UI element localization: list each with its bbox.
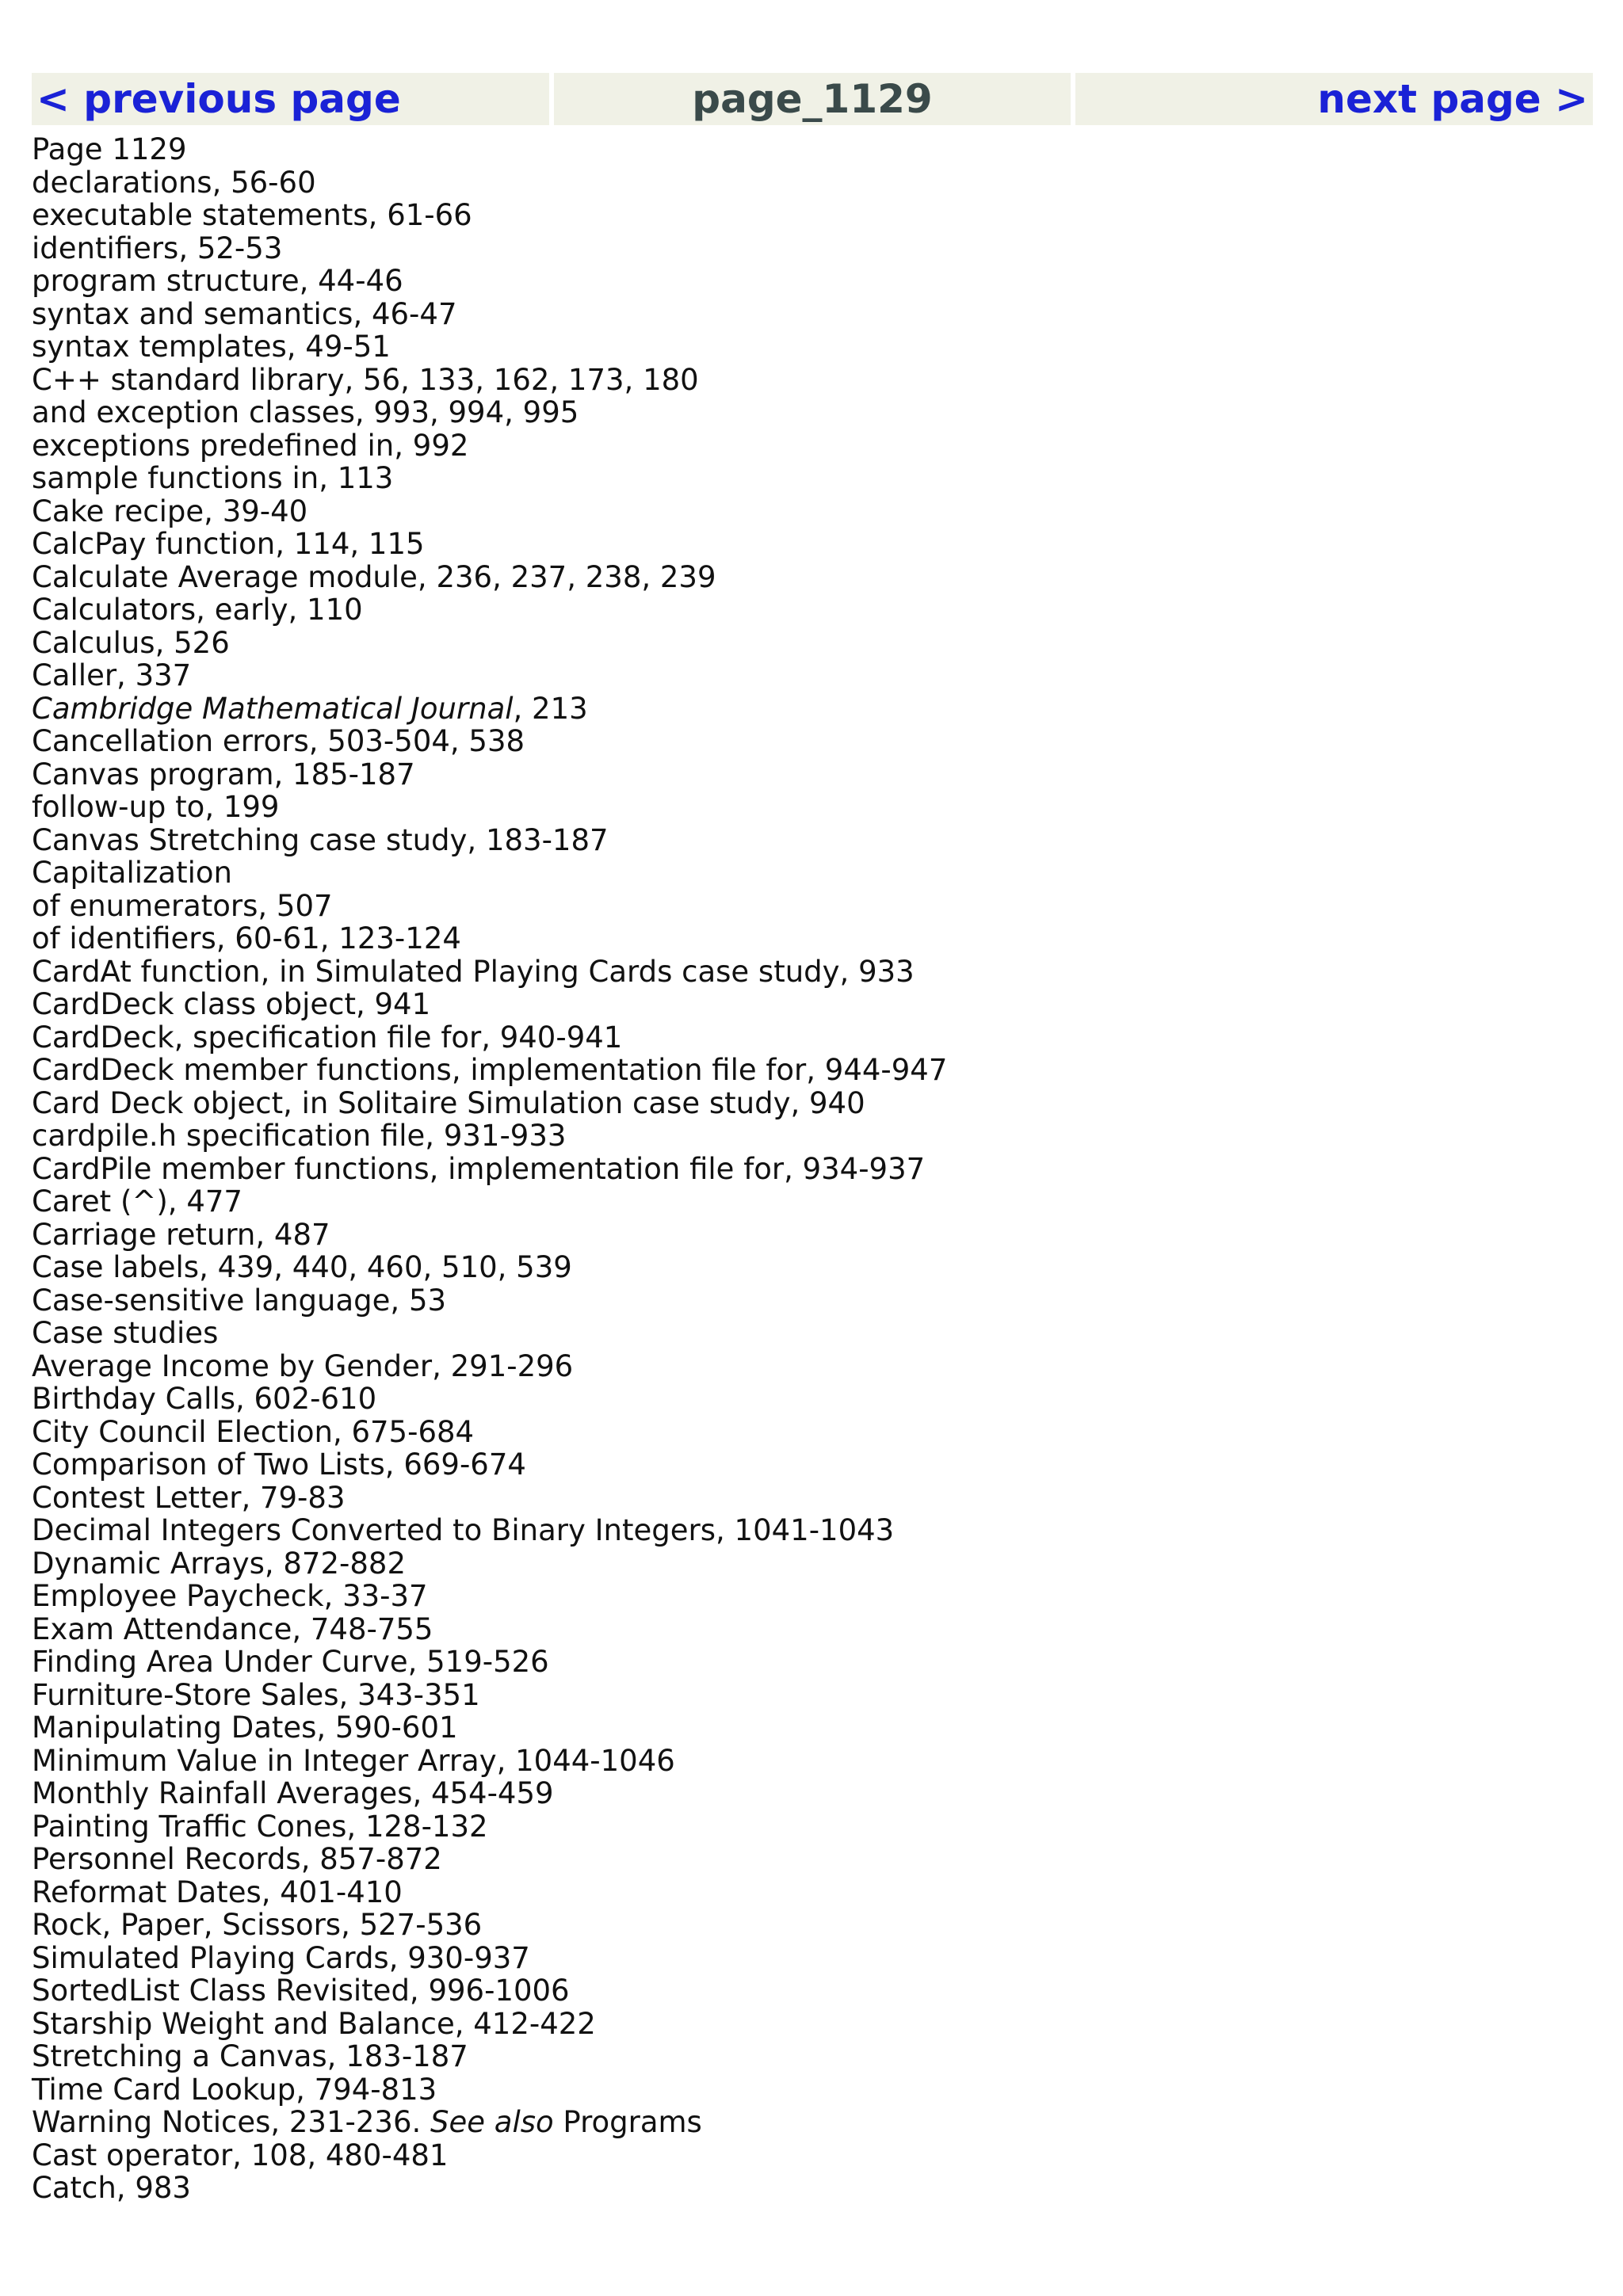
nav-next-cell [1075,73,1593,125]
index-entry [32,298,1593,331]
index-entry-text: Calculate Average module, 236, 237, 238, 239 [32,559,716,594]
index-entry-text: Simulated Playing Cards, 930-937 [32,1940,530,1975]
index-entry [32,528,1593,561]
index-entry [32,1942,1593,1975]
index-entry-text: SortedList Class Revisited, 996-1006 [32,1974,570,2008]
index-entry-text: Caller, 337 [32,658,192,692]
index-entry-text: City Council Election, 675-684 [32,1414,475,1449]
index-entry-text: Birthday Calls, 602-610 [32,1382,377,1416]
index-entry-text: Painting Traffic Cones, 128-132 [32,1809,488,1844]
index-entry-text: Catch, 983 [32,2171,191,2205]
index-entry [32,2172,1593,2205]
index-entry [32,1514,1593,1547]
index-entry-text: CardDeck class object, 941 [32,987,431,1021]
index-entry [32,1974,1593,2008]
index-entry-text: and exception classes, 993, 994, 995 [32,395,579,429]
index-entry [32,1284,1593,1318]
index-entries [32,133,1593,2205]
index-entry-text: , 213 [513,691,588,726]
index-entry-text: Average Income by Gender, 291-296 [32,1348,574,1383]
index-entry-text: Case-sensitive language, 53 [32,1283,447,1318]
index-entry-text: Finding Area Under Curve, 519-526 [32,1645,549,1679]
index-entry-text: of identifiers, 60-61, 123-124 [32,921,461,955]
index-entry-text: declarations, 56-60 [32,165,316,200]
index-entry [32,758,1593,791]
index-entry [32,2008,1593,2041]
page-heading [32,133,1593,166]
index-entry [32,1613,1593,1646]
index-entry [32,1219,1593,1252]
index-entry-text: Employee Paycheck, 33-37 [32,1579,428,1613]
index-entry-text: program structure, 44-46 [32,264,403,298]
index-entry [32,495,1593,528]
index-entry-text: CardDeck member functions, implementation file for, 944-947 [32,1053,948,1087]
index-entry-text: sample functions in, 113 [32,461,394,495]
index-entry-text: Time Card Lookup, 794-813 [32,2072,437,2107]
index-entry [32,561,1593,594]
index-entry [32,1482,1593,1515]
index-entry [32,429,1593,463]
index-entry [32,1054,1593,1087]
page-navigation [32,73,1593,125]
index-entry-text: Rock, Paper, Scissors, 527-536 [32,1908,483,1942]
index-entry [32,1251,1593,1284]
index-entry [32,2040,1593,2073]
index-entry-text: of enumerators, 507 [32,888,333,923]
index-entry-text: Stretching a Canvas, 183-187 [32,2039,468,2073]
index-entry [32,1745,1593,1778]
index-entry-text: Caret (^), 477 [32,1184,242,1219]
index-entry [32,1416,1593,1449]
index-entry-text: follow-up to, 199 [32,790,280,824]
index-entry-text: Exam Attendance, 748-755 [32,1611,433,1646]
index-entry [32,1876,1593,1909]
index-entry [32,1350,1593,1383]
index-entry [32,2073,1593,2107]
index-entry-text: CalcPay function, 114, 115 [32,527,425,561]
index-entry [32,1448,1593,1482]
index-entry [32,1547,1593,1581]
index-entry [32,2139,1593,2172]
index-entry [32,199,1593,232]
index-entry-text: Programs [553,2105,702,2139]
index-entry [32,166,1593,200]
nav-previous-cell [32,73,549,125]
index-entry-text: executable statements, 61-66 [32,198,472,232]
index-entry [32,890,1593,923]
index-entry [32,1711,1593,1745]
index-entry-text: CardPile member functions, implementation file for, 934-937 [32,1151,926,1186]
index-entry-text: Cake recipe, 39-40 [32,494,308,528]
index-entry [32,1185,1593,1219]
index-entry [32,1021,1593,1055]
index-entry [32,627,1593,660]
index-entry [32,922,1593,955]
index-entry-text: cardpile.h specification file, 931-933 [32,1119,567,1153]
page-label: page_1129 [554,73,1071,125]
index-entry-text: Case labels, 439, 440, 460, 510, 539 [32,1250,572,1284]
index-entry-text: Monthly Rainfall Averages, 454-459 [32,1776,554,1810]
index-entry-text: C++ standard library, 56, 133, 162, 173, 180 [32,362,699,397]
index-entry [32,1317,1593,1350]
index-page [32,73,1593,2205]
index-entry [32,692,1593,726]
index-entry [32,1777,1593,1810]
next-page-link[interactable]: next page > [1317,76,1589,122]
index-entry-text: Personnel Records, 857-872 [32,1842,442,1876]
index-entry-text: Case studies [32,1316,219,1350]
index-entry-text: Card Deck object, in Solitaire Simulation case study, 940 [32,1085,865,1120]
index-entry [32,1810,1593,1844]
index-entry [32,1119,1593,1153]
index-entry-text: Canvas program, 185-187 [32,757,415,791]
index-entry-text: Cast operator, 108, 480-481 [32,2138,449,2172]
index-entry-text: Dynamic Arrays, 872-882 [32,1546,406,1581]
index-entry [32,330,1593,364]
index-entry [32,988,1593,1021]
index-entry [32,1383,1593,1416]
index-entry-text: Page 1129 [32,132,187,166]
index-entry-text: Warning Notices, 231-236. [32,2105,431,2139]
index-entry-text: Capitalization [32,856,232,890]
index-entry-text: Contest Letter, 79-83 [32,1480,346,1515]
index-entry [32,791,1593,824]
index-entry-text: Cancellation errors, 503-504, 538 [32,724,525,758]
index-entry-italic-text: See also [430,2105,554,2139]
index-entry [32,1087,1593,1120]
index-entry [32,1646,1593,1679]
index-entry [32,364,1593,397]
index-entry [32,1153,1593,1186]
index-entry-text: CardAt function, in Simulated Playing Cards case study, 933 [32,954,915,989]
index-entry-text: syntax and semantics, 46-47 [32,296,457,331]
index-entry [32,1909,1593,1942]
index-entry [32,659,1593,692]
index-entry [32,1580,1593,1613]
index-entry-text: identifiers, 52-53 [32,231,283,265]
index-entry [32,725,1593,758]
index-entry-text: Starship Weight and Balance, 412-422 [32,2006,596,2041]
index-entry-italic-text: Cambridge Mathematical Journal [32,691,514,726]
previous-page-link[interactable]: < previous page [36,76,401,122]
index-entry [32,462,1593,495]
index-entry [32,232,1593,265]
index-entry-text: Decimal Integers Converted to Binary Integers, 1041-1043 [32,1513,895,1547]
index-entry [32,824,1593,857]
index-entry [32,396,1593,429]
index-entry-text: CardDeck, specification file for, 940-941 [32,1020,623,1055]
index-entry-text: exceptions predefined in, 992 [32,428,469,463]
index-entry [32,593,1593,627]
index-entry-text: Calculators, early, 110 [32,593,363,627]
index-entry [32,2106,1593,2139]
index-entry-text: Manipulating Dates, 590-601 [32,1711,458,1745]
index-entry-text: Minimum Value in Integer Array, 1044-1046 [32,1743,675,1778]
index-entry [32,856,1593,890]
index-entry [32,265,1593,298]
index-entry-text: Calculus, 526 [32,625,230,660]
index-entry [32,1679,1593,1712]
index-entry-text: syntax templates, 49-51 [32,330,391,364]
index-entry [32,1843,1593,1876]
index-entry-text: Canvas Stretching case study, 183-187 [32,822,609,857]
index-entry-text: Carriage return, 487 [32,1217,330,1252]
index-entry [32,955,1593,989]
index-entry-text: Reformat Dates, 401-410 [32,1875,403,1909]
index-entry-text: Furniture-Store Sales, 343-351 [32,1677,480,1712]
index-entry-text: Comparison of Two Lists, 669-674 [32,1447,526,1482]
